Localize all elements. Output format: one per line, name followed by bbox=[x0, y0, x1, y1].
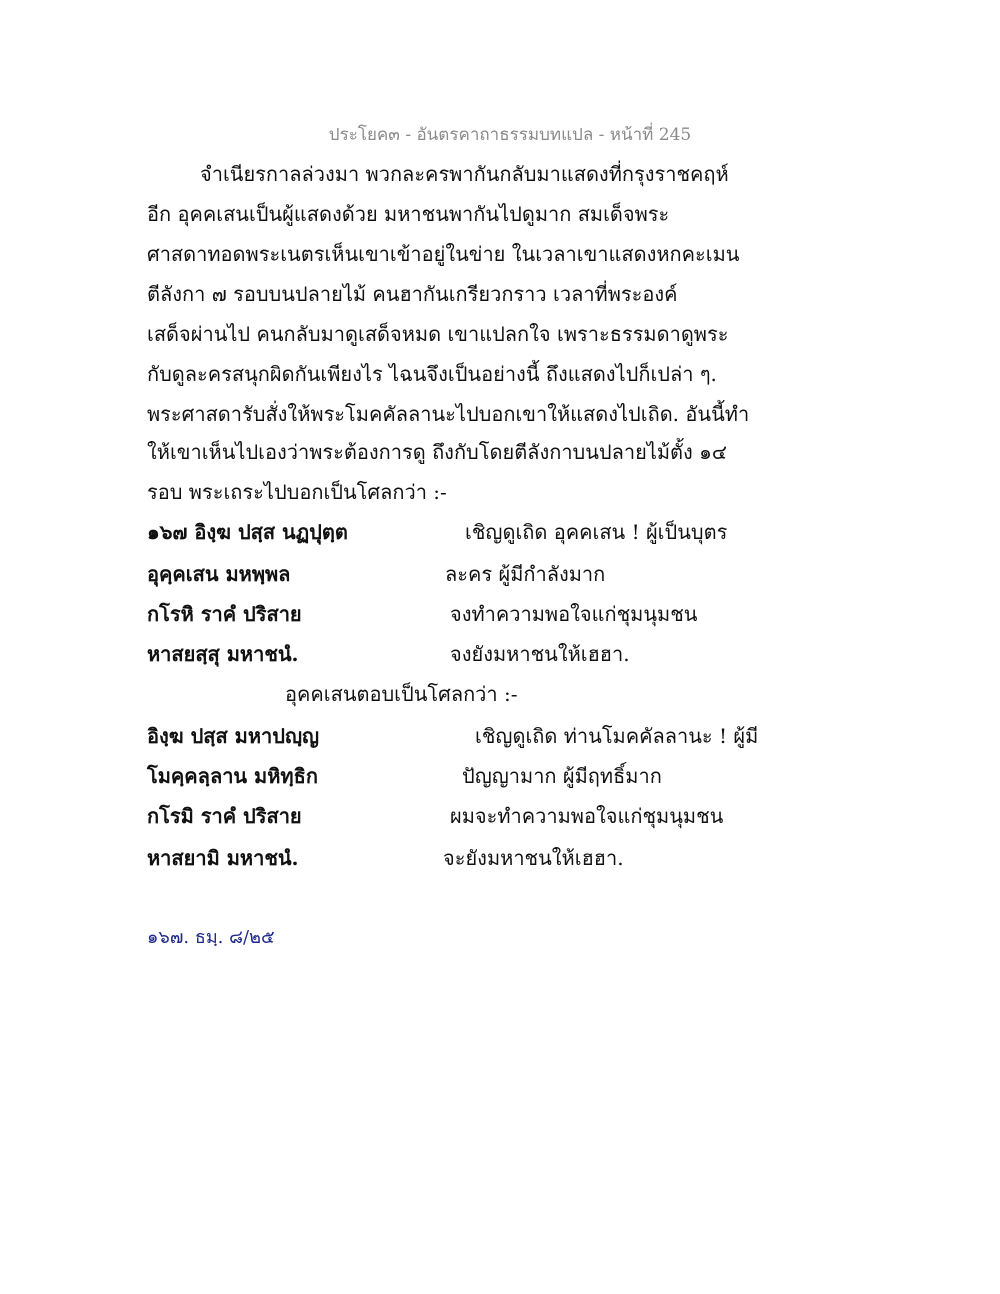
paragraph-line: พระศาสดารับสั่งให้พระโมคคัลลานะไปบอกเขาให้แสดงไปเถิด. อันนี้ทำ bbox=[147, 402, 750, 426]
verse1-pali-line: หาสยสฺสุ มหาชนํ. bbox=[147, 642, 299, 666]
reply-intro: อุคคเสนตอบเป็นโศลกว่า :- bbox=[285, 682, 518, 706]
verse1-thai-line: จงยังมหาชนให้เฮฮา. bbox=[450, 642, 630, 666]
verse1-pali-line: อุคฺคเสน มหพฺพล bbox=[147, 562, 291, 586]
verse2-pali-line: อิงฺฆ ปสฺส มหาปญฺญ bbox=[147, 724, 320, 748]
page-header: ประโยค๓ - อันตรคาถาธรรมบทแปล - หน้าที่ 245 bbox=[328, 125, 692, 145]
verse1-thai-line: จงทำความพอใจแก่ชุมนุมชน bbox=[450, 602, 698, 626]
verse1-thai-line: เชิญดูเถิด อุคคเสน ! ผู้เป็นบุตร bbox=[465, 520, 728, 544]
paragraph-line: อีก อุคคเสนเป็นผู้แสดงด้วย มหาชนพากันไปดูมาก สมเด็จพระ bbox=[147, 202, 670, 226]
paragraph-line: เสด็จผ่านไป คนกลับมาดูเสด็จหมด เขาแปลกใจ เพราะธรรมดาดูพระ bbox=[147, 322, 729, 346]
verse1-pali-line: ๑๖๗ อิงฺฆ ปสฺส นฏปุตฺต bbox=[147, 520, 348, 544]
verse2-thai-line: จะยังมหาชนให้เฮฮา. bbox=[443, 846, 624, 870]
verse1-thai-line: ละคร ผู้มีกำลังมาก bbox=[445, 562, 606, 586]
paragraph-line: ตีลังกา ๗ รอบบนปลายไม้ คนฮากันเกรียวกราว เวลาที่พระองค์ bbox=[147, 282, 678, 306]
paragraph-line: ให้เขาเห็นไปเองว่าพระต้องการดู ถึงกับโดยตีลังกาบนปลายไม้ตั้ง ๑๔ bbox=[147, 440, 727, 464]
verse2-thai-line: เชิญดูเถิด ท่านโมคคัลลานะ ! ผู้มี bbox=[475, 724, 759, 748]
verse2-thai-line: ปัญญามาก ผู้มีฤทธิ์มาก bbox=[462, 764, 662, 788]
verse2-pali-line: กโรมิ ราคํ ปริสาย bbox=[147, 804, 302, 828]
paragraph-line: รอบ พระเถระไปบอกเป็นโศลกว่า :- bbox=[147, 480, 447, 504]
paragraph-line: จำเนียรกาลล่วงมา พวกละครพากันกลับมาแสดงที่กรุงราชคฤห์ bbox=[200, 162, 729, 186]
footnote: ๑๖๗. ธมฺ. ๘/๒๕ bbox=[147, 927, 275, 948]
verse1-pali-line: กโรหิ ราคํ ปริสาย bbox=[147, 602, 302, 626]
verse2-pali-line: โมคฺคลฺลาน มหิทฺธิก bbox=[147, 764, 318, 788]
verse2-thai-line: ผมจะทำความพอใจแก่ชุมนุมชน bbox=[450, 804, 724, 828]
paragraph-line: ศาสดาทอดพระเนตรเห็นเขาเข้าอยู่ในข่าย ในเวลาเขาแสดงหกคะเมน bbox=[147, 242, 740, 266]
paragraph-line: กับดูละครสนุกผิดกันเพียงไร ไฉนจึงเป็นอย่างนี้ ถึงแสดงไปก็เปล่า ๆ. bbox=[147, 362, 717, 386]
verse2-pali-line: หาสยามิ มหาชนํ. bbox=[147, 846, 299, 870]
